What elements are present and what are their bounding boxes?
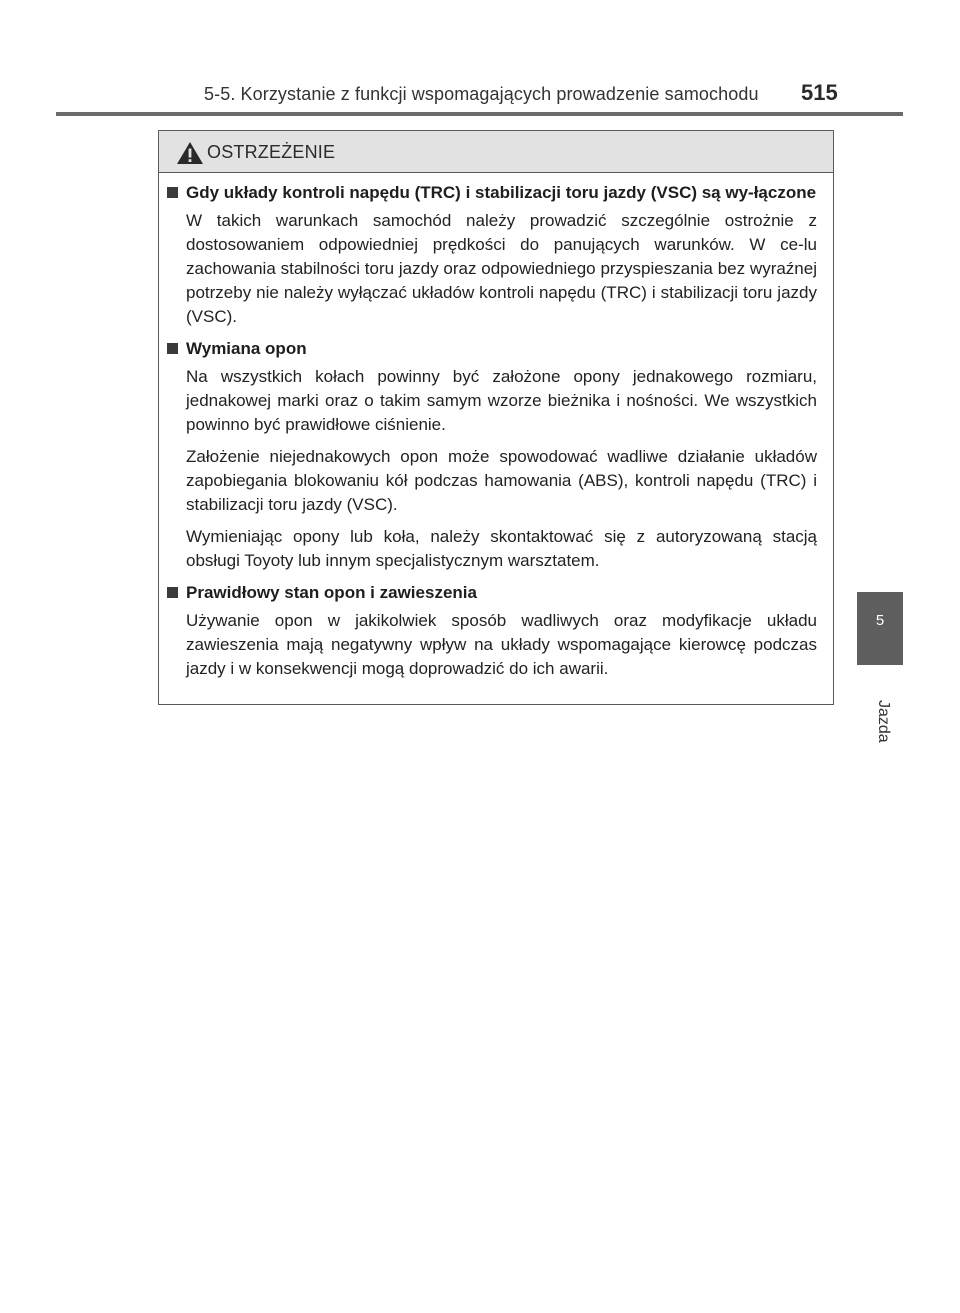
section-paragraph: Na wszystkich kołach powinny być założone opony jednakowego rozmiaru, jednakowej marki oraz o takim samym wzorze bieżnika i nośności. We wszystkich powinno być prawidłowe ciśnienie. xyxy=(186,367,817,434)
warning-box xyxy=(158,130,834,705)
section-heading xyxy=(167,337,817,361)
warning-body xyxy=(167,181,817,689)
section-heading-text: Gdy układy kontroli napędu (TRC) i stabilizacji toru jazdy (VSC) są wy-łączone xyxy=(186,183,817,202)
header-divider xyxy=(56,112,903,116)
warning-section-tire-suspension-condition xyxy=(167,581,817,681)
section-heading xyxy=(167,181,817,205)
warning-section-tire-replacement xyxy=(167,337,817,573)
section-heading xyxy=(167,581,817,605)
chapter-number: 5 xyxy=(875,612,885,629)
page-header-title: 5-5. Korzystanie z funkcji wspomagających prowadzenie samochodu xyxy=(204,84,759,104)
square-bullet-icon xyxy=(167,587,178,598)
page-number: 515 xyxy=(801,80,838,105)
section-paragraph: Wymieniając opony lub koła, należy skontaktować się z autoryzowaną stacją obsługi Toyoty lub innym specjalistycznym warsztatem. xyxy=(186,527,817,570)
chapter-label: Jazda xyxy=(875,700,892,743)
warning-title: OSTRZEŻENIE xyxy=(207,142,336,162)
chapter-tab[interactable] xyxy=(857,592,903,665)
section-paragraph: W takich warunkach samochód należy prowadzić szczególnie ostrożnie z dostosowaniem odpowiedniej prędkości do panujących warunków. W ce-lu zachowania stabilności toru jazdy oraz odpowiedniego przyspieszania bez wyraźnej potrzeby nie należy wyłączać układów kontroli napędu (TRC) i stabilizacji toru jazdy (VSC). xyxy=(186,211,817,326)
warning-section-trc-vsc-off xyxy=(167,181,817,329)
square-bullet-icon xyxy=(167,187,178,198)
square-bullet-icon xyxy=(167,343,178,354)
section-paragraph: Używanie opon w jakikolwiek sposób wadliwych oraz modyfikacje układu zawieszenia mają negatywny wpływ na układy wspomagające kierowcę podczas jazdy i w konsekwencji mogą doprowadzić do ich awarii. xyxy=(186,611,817,678)
warning-header xyxy=(159,131,833,173)
warning-triangle-icon xyxy=(176,141,204,165)
section-paragraph: Założenie niejednakowych opon może spowodować wadliwe działanie układów zapobiegania blokowaniu kół podczas hamowania (ABS), kontroli napędu (TRC) i stabilizacji toru jazdy (VSC). xyxy=(186,447,817,514)
section-heading-text: Prawidłowy stan opon i zawieszenia xyxy=(186,583,477,602)
section-heading-text: Wymiana opon xyxy=(186,339,307,358)
